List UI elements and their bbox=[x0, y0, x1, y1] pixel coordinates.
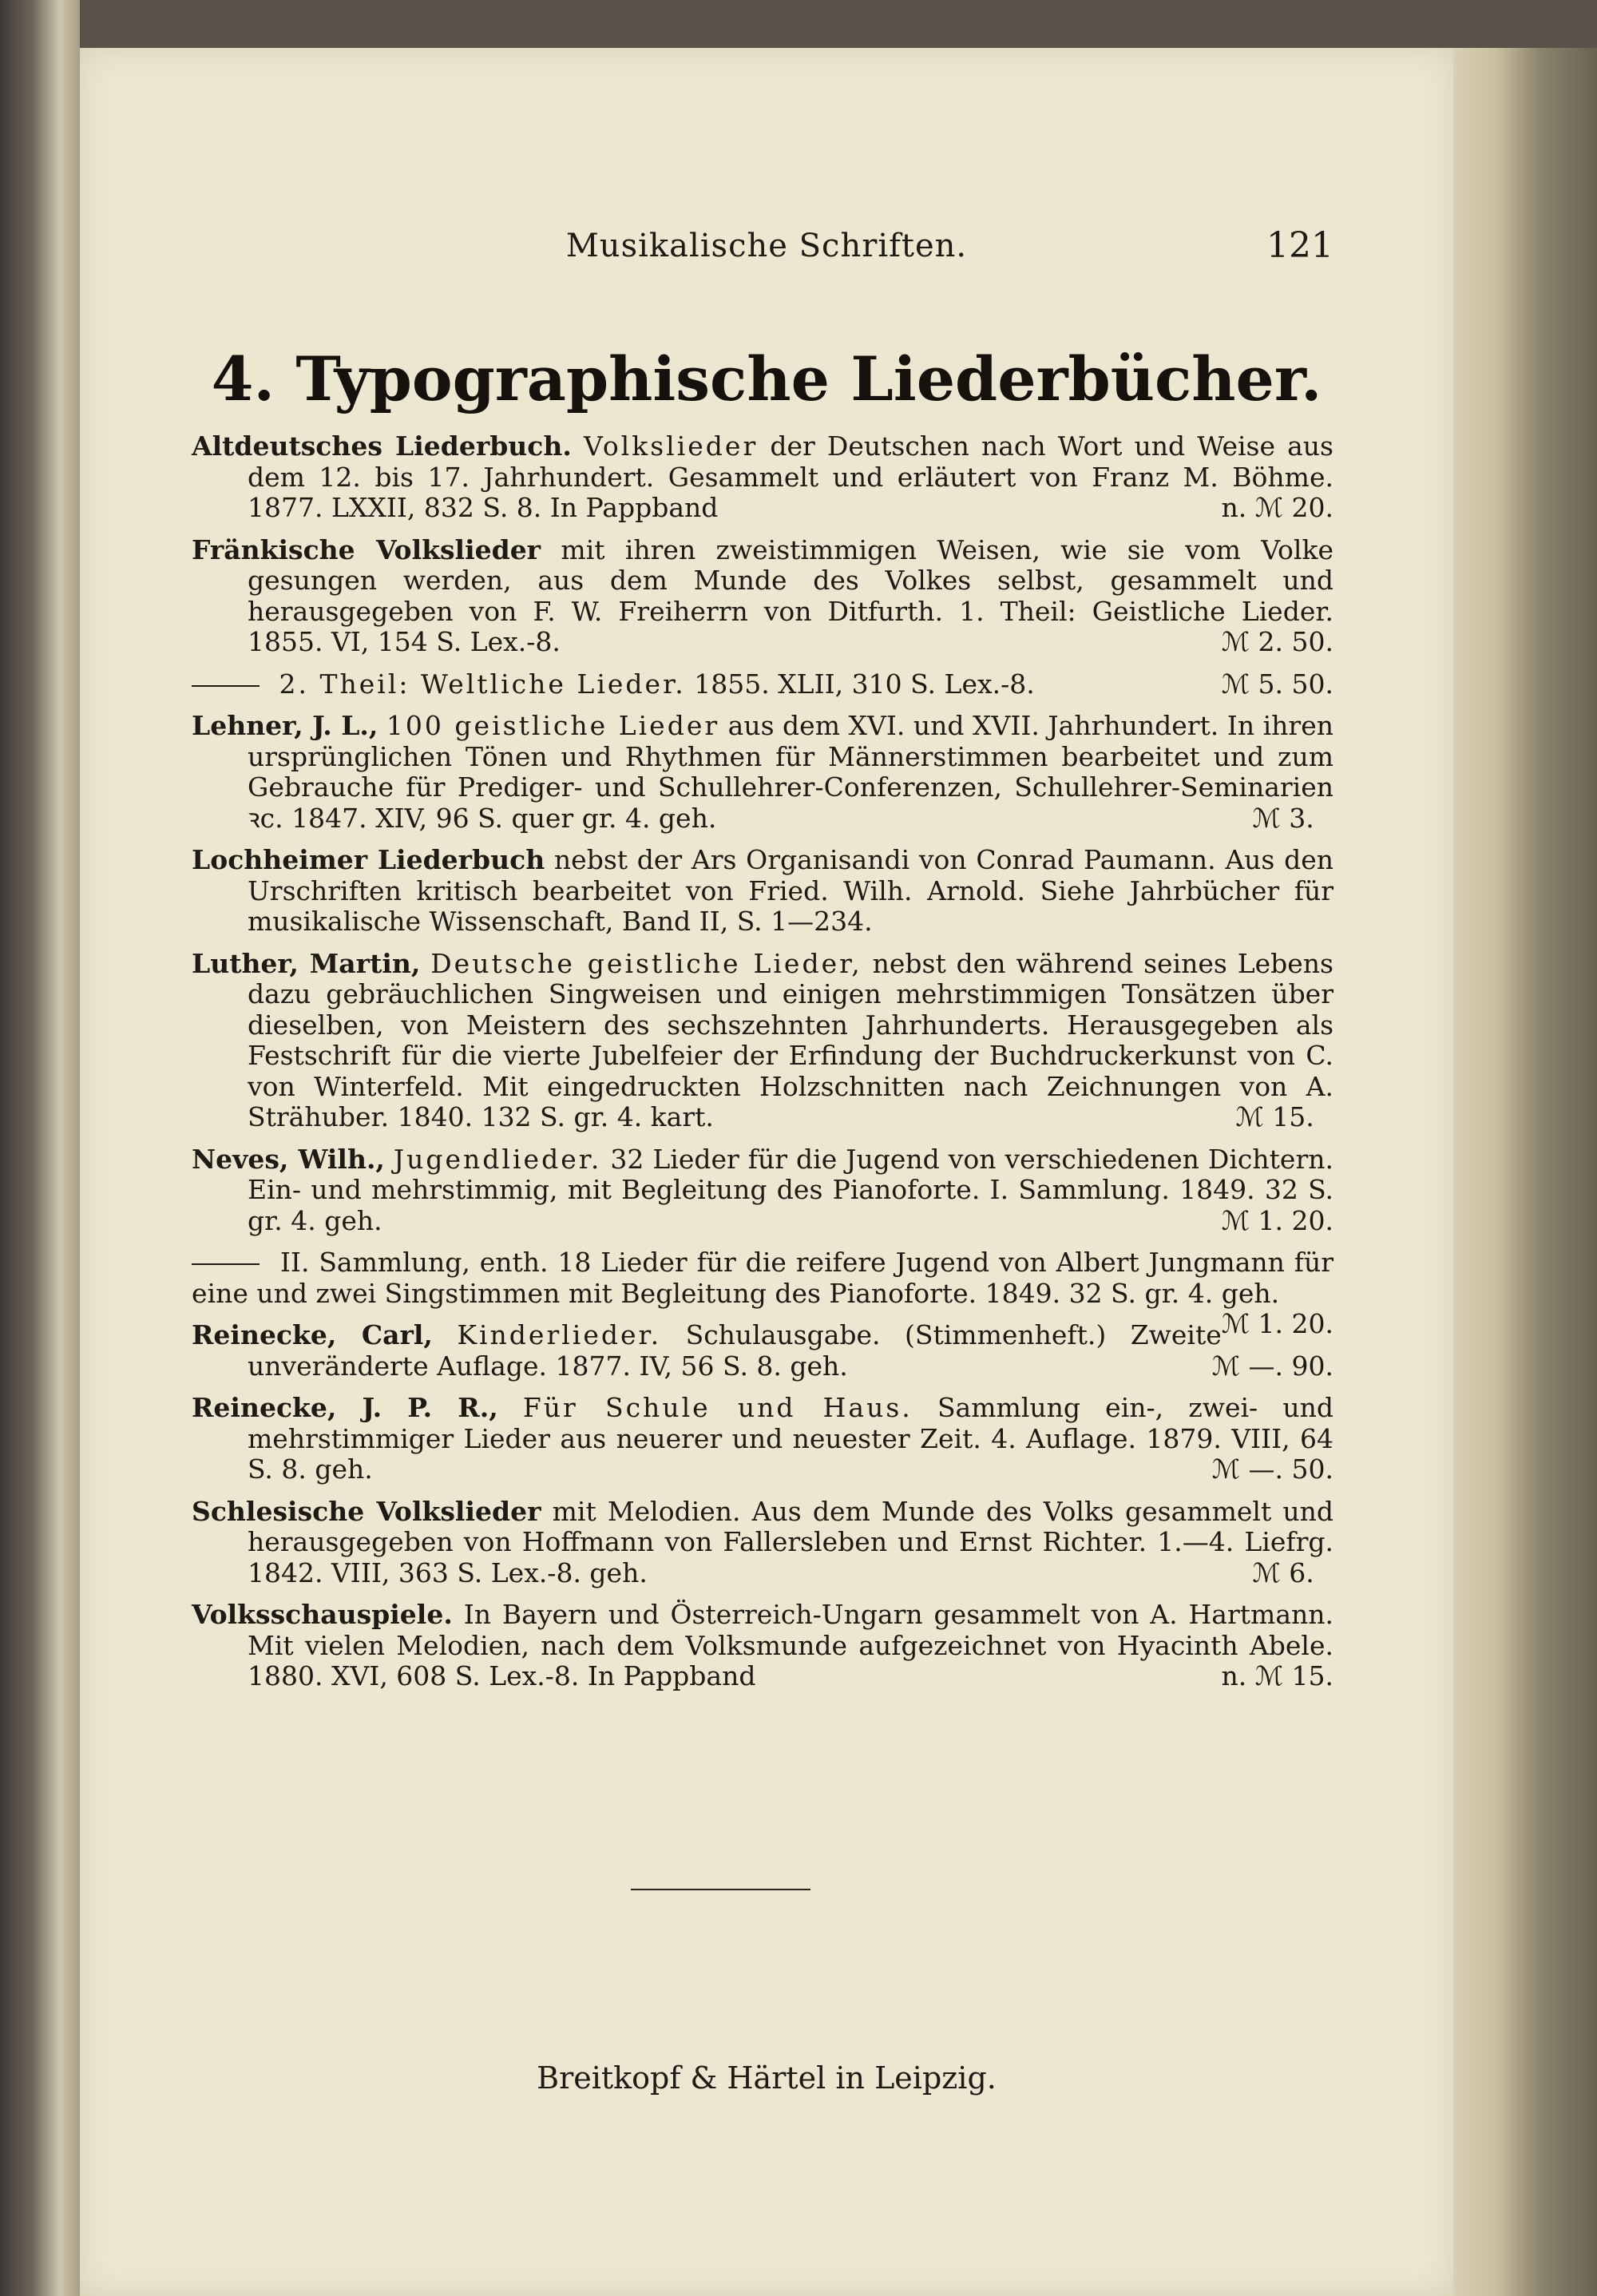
list-item bbox=[192, 1497, 1333, 1589]
entry-title: Volkslieder bbox=[584, 430, 759, 462]
entry-price: n. ℳ 15. bbox=[1221, 1660, 1333, 1691]
entry-head: Reinecke, Carl, bbox=[192, 1319, 433, 1350]
entry-title: Für Schule und Haus. bbox=[522, 1392, 913, 1423]
list-item bbox=[192, 431, 1333, 524]
section-divider bbox=[631, 1889, 810, 1890]
entry-body: 32 Lieder für die Jugend von verschiedenen Dichtern. Ein- und mehrstimmig, mit Begleitung des Pianoforte. I. Sammlung. 1849. 32 S. gr. 4. geh. bbox=[248, 1143, 1333, 1236]
list-item bbox=[192, 1600, 1333, 1692]
entry-head: Altdeutsches Liederbuch. bbox=[192, 430, 572, 462]
entry-title: Kinderlieder. bbox=[457, 1319, 662, 1350]
section-title: 4. Typographische Liederbücher. bbox=[211, 343, 1322, 414]
list-item bbox=[192, 845, 1333, 938]
entry-title: 2. Theil: Weltliche Lieder. bbox=[279, 668, 686, 700]
ditto-dash bbox=[192, 1263, 260, 1265]
entry-price: ℳ 6. bbox=[1252, 1556, 1314, 1588]
entry-body: der Deutschen nach Wort und Weise aus dem 12. bis 17. Jahrhundert. Gesammelt und erläutert von Franz M. Böhme. 1877. LXXII, 832 S. 8. In Pappband bbox=[248, 430, 1333, 523]
entry-title: 100 geistliche Lieder bbox=[386, 710, 720, 741]
entry-price: ℳ 3. bbox=[1252, 802, 1314, 834]
entry-price: ℳ —. 50. bbox=[1211, 1453, 1333, 1485]
book-page bbox=[80, 48, 1453, 2296]
publisher-footer: Breitkopf & Härtel in Leipzig. bbox=[537, 2060, 997, 2096]
entry-body: Sammlung ein-, zwei- und mehrstimmiger Lieder aus neuerer und neuester Zeit. 4. Auflage. 1879. VIII, 64 S. 8. geh. bbox=[248, 1392, 1333, 1485]
entry-body: II. Sammlung, enth. 18 Lieder für die reifere Jugend von Albert Jungmann für eine und zwei Singstimmen mit Begleitung des Pianoforte. 1849. 32 S. gr. 4. geh. bbox=[192, 1247, 1334, 1309]
entry-body: nebst den während seines Lebens dazu gebräuchlichen Singweisen und einigen mehrstimmigen Tonsätzen über dieselben, von Meistern des sechszehnten Jahrhunderts. Herausgegeben als Festschrift für die vierte Jubelfeier der Erfindung der Buchdruckerkunst von C. von Winterfeld. Mit eingedruckten Holzschnitten nach Zeichnungen von A. Strähuber. 1840. 132 S. gr. 4. kart. bbox=[248, 947, 1333, 1132]
entry-body: nebst der Ars Organisandi von Conrad Paumann. Aus den Urschriften kritisch bearbeitet von Fried. Wilh. Arnold. Siehe Jahrbücher für musikalische Wissenschaft, Band II, S. 1—234. bbox=[248, 844, 1333, 937]
entry-list bbox=[192, 431, 1333, 1703]
list-item bbox=[192, 1144, 1333, 1237]
entry-head: Neves, Wilh., bbox=[192, 1143, 385, 1175]
entry-title: Jugendlieder. bbox=[393, 1143, 602, 1175]
page-edges bbox=[1453, 48, 1597, 2296]
list-item bbox=[192, 1393, 1333, 1485]
list-item bbox=[192, 949, 1333, 1133]
entry-price: ℳ 5. 50. bbox=[1221, 668, 1333, 700]
entry-head: Volksschauspiele. bbox=[192, 1599, 453, 1630]
entry-head: Reinecke, J. P. R., bbox=[192, 1392, 498, 1423]
entry-head: Fränkische Volkslieder bbox=[192, 533, 541, 565]
ditto-dash bbox=[192, 685, 260, 687]
entry-body: mit Melodien. Aus dem Munde des Volks gesammelt und herausgegeben von Hoffmann von Fallersleben und Ernst Richter. 1.—4. Liefrg. 1842. VIII, 363 S. Lex.-8. geh. bbox=[248, 1495, 1333, 1588]
entry-price: ℳ 2. 50. bbox=[1221, 626, 1333, 657]
page-number: 121 bbox=[1266, 225, 1333, 266]
running-head: Musikalische Schriften. bbox=[565, 228, 968, 264]
entry-head: Luther, Martin, bbox=[192, 947, 421, 979]
entry-body: aus dem XVI. und XVII. Jahrhundert. In ihren ursprünglichen Tönen und Rhythmen für Männerstimmen bearbeitet und zum Gebrauche für Prediger- und Schullehrer-Conferenzen, Schullehrer-Seminarien ꝛc. 1847. XIV, 96 S. quer gr. 4. geh. bbox=[248, 710, 1333, 834]
list-item bbox=[192, 669, 1333, 700]
entry-price: ℳ 15. bbox=[1235, 1101, 1314, 1132]
entry-head: Lehner, J. L., bbox=[192, 710, 378, 741]
entry-price: ℳ 1. 20. bbox=[1221, 1308, 1333, 1339]
list-item bbox=[192, 535, 1333, 658]
list-item bbox=[192, 711, 1333, 834]
entry-body: mit ihren zweistimmigen Weisen, wie sie vom Volke gesungen werden, aus dem Munde des Volkes selbst, gesammelt und herausgegeben von F. W. Freiherrn von Ditfurth. 1. Theil: Geistliche Lieder. 1855. VI, 154 S. Lex.-8. bbox=[248, 533, 1333, 657]
entry-body: 1855. XLII, 310 S. Lex.-8. bbox=[694, 668, 1035, 700]
book-gutter bbox=[0, 0, 80, 2296]
list-item bbox=[192, 1320, 1333, 1382]
entry-price: ℳ —. 90. bbox=[1211, 1350, 1333, 1382]
entry-price: ℳ 1. 20. bbox=[1221, 1204, 1333, 1236]
entry-title: Deutsche geistliche Lieder, bbox=[430, 947, 862, 979]
entry-body: Schulausgabe. (Stimmenheft.) Zweite unveränderte Auflage. 1877. IV, 56 S. 8. geh. bbox=[248, 1319, 1222, 1382]
entry-body: In Bayern und Österreich-Ungarn gesammelt von A. Hartmann. Mit vielen Melodien, nach dem Volksmunde aufgezeichnet von Hyacinth Abele. 1880. XVI, 608 S. Lex.-8. In Pappband bbox=[248, 1599, 1333, 1691]
entry-head: Schlesische Volkslieder bbox=[192, 1495, 541, 1527]
entry-price: n. ℳ 20. bbox=[1221, 492, 1333, 523]
entry-head: Lochheimer Liederbuch bbox=[192, 844, 545, 875]
